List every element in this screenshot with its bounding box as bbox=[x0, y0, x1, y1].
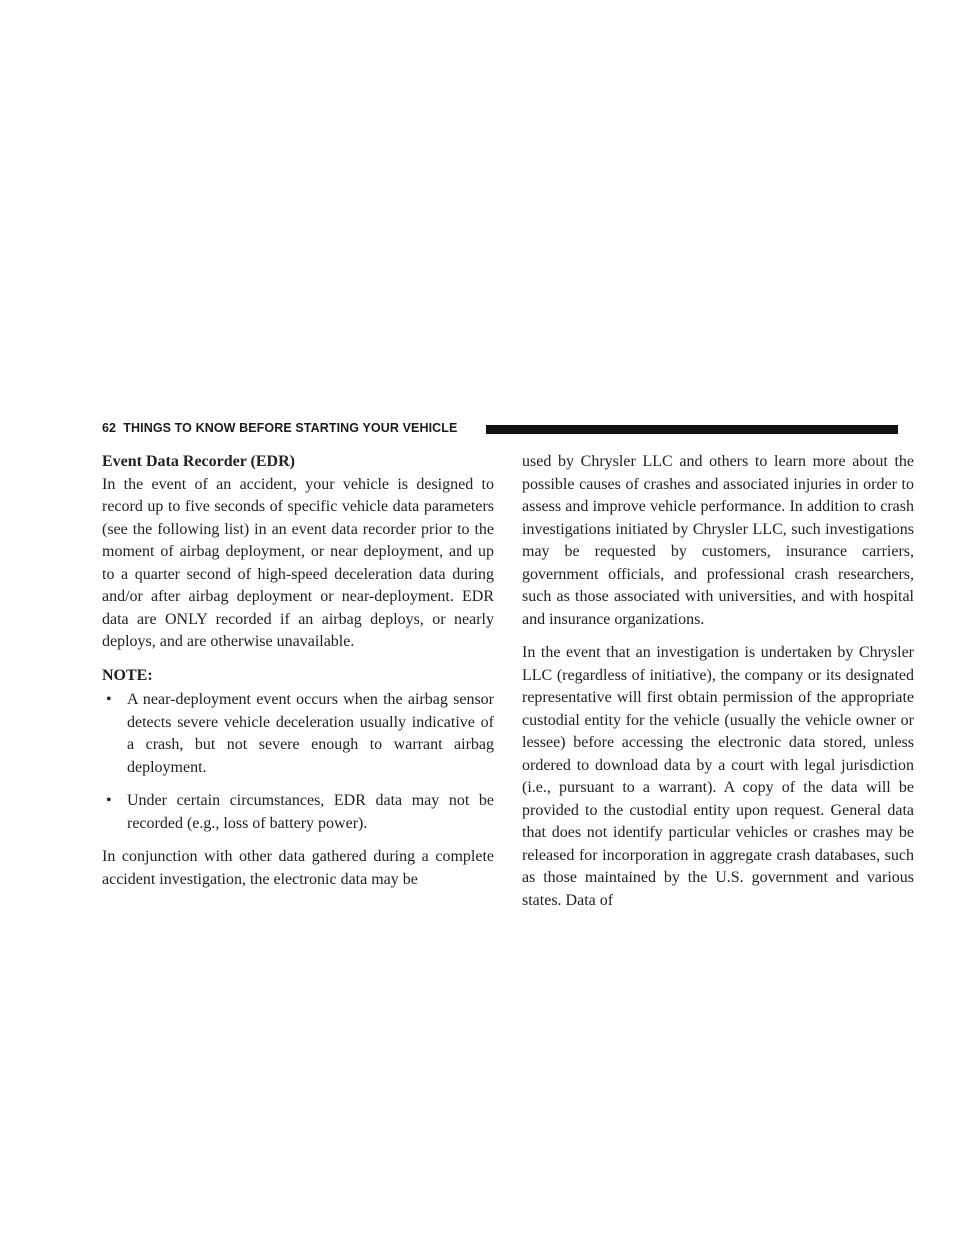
right-column bbox=[522, 451, 914, 912]
list-item-text: Under certain circumstances, EDR data may not be recorded (e.g., loss of battery power). bbox=[127, 792, 494, 832]
section-heading: Event Data Recorder (EDR) bbox=[102, 453, 295, 470]
left-column bbox=[102, 451, 494, 891]
paragraph-investigation: In the event that an investigation is undertaken by Chrysler LLC (regardless of initiative), the company or its designated representative will first obtain permission of the appropriate custodial entity for the vehicle (usually the vehicle owner or lessee) before accessing the electronic data stored, unless ordered to download data by a court with legal jurisdiction (i.e., pursuant to a warrant). A copy of the data will be provided to the custodial entity upon request. General data that does not identify particular vehicles or crashes may be released for incorporation in aggregate crash databases, such as those maintained by the U.S. government and various states. Data of bbox=[522, 644, 914, 909]
paragraph-usage: used by Chrysler LLC and others to learn more about the possible causes of crashes and associated injuries in order to assess and improve vehicle performance. In addition to crash investigations initiated by Chrysler LLC, such investigations may be requested by customers, insurance carriers, government officials, and professional crash researchers, such as those associated with universities, and with hospital and insurance organizations. bbox=[522, 453, 914, 628]
page-number: 62 bbox=[102, 421, 117, 435]
bullet-icon: • bbox=[106, 792, 112, 809]
header-rule-bar bbox=[486, 425, 898, 434]
list-item-text: A near-deployment event occurs when the airbag sensor detects severe vehicle deceleration usually indicative of a crash, but not severe enough to warrant airbag deployment. bbox=[127, 691, 494, 776]
page-header bbox=[102, 420, 898, 440]
closing-paragraph: In conjunction with other data gathered during a complete accident investigation, the electronic data may be bbox=[102, 848, 494, 888]
list-item bbox=[102, 790, 494, 835]
note-label: NOTE: bbox=[102, 666, 153, 684]
list-item bbox=[102, 689, 494, 779]
section-title: THINGS TO KNOW BEFORE STARTING YOUR VEHICLE bbox=[123, 421, 458, 435]
note-list bbox=[102, 689, 494, 835]
bullet-icon: • bbox=[106, 691, 112, 708]
intro-paragraph: In the event of an accident, your vehicle is designed to record up to five seconds of specific vehicle data parameters (see the following list) in an event data recorder prior to the moment of airbag deployment, or near deployment, and up to a quarter second of high-speed deceleration data during and/or after airbag deployment or near-deployment. EDR data are ONLY recorded if an airbag deploys, or nearly deploys, and are otherwise unavailable. bbox=[102, 475, 494, 650]
running-header bbox=[102, 421, 457, 435]
